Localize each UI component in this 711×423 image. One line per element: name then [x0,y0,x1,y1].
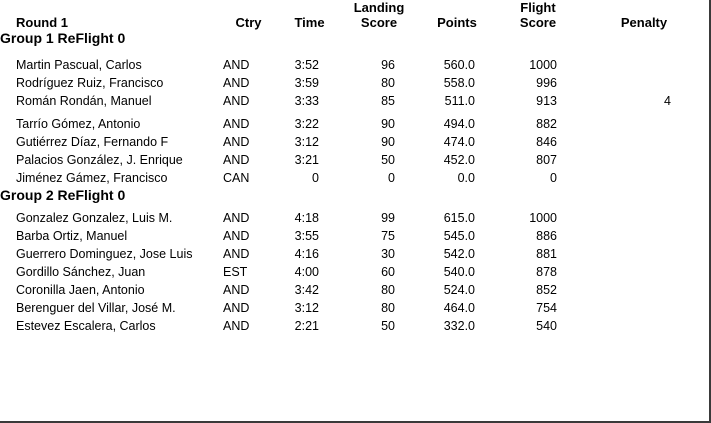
table-row[interactable] [0,209,709,227]
cell-penalty [579,263,709,281]
cell-ctry: AND [223,117,250,131]
cell-flight-score: 886 [536,229,557,243]
cell-flight-score: 754 [536,301,557,315]
cell-name: Palacios González, J. Enrique [16,153,183,167]
cell-name: Gutiérrez Díaz, Fernando F [16,135,169,149]
cell-flight-score: 540 [536,319,557,333]
cell-time: 0 [312,171,319,185]
table-row[interactable] [0,263,709,281]
cell-flight-score: 1000 [529,211,557,225]
cell-time: 3:55 [294,229,319,243]
table-row[interactable] [0,92,709,110]
table-row[interactable] [0,74,709,92]
cell-ctry: AND [223,211,250,225]
cell-penalty [579,227,709,245]
cell-time: 3:59 [294,76,319,90]
cell-time: 3:22 [294,117,319,131]
cell-name: Jiménez Gámez, Francisco [16,171,168,185]
cell-ctry: AND [223,301,250,315]
cell-landing-score: 75 [381,229,395,243]
header-ctry: Ctry [235,15,262,30]
cell-ctry: AND [223,94,250,108]
cell-landing-score: 85 [381,94,395,108]
cell-name: Tarrío Gómez, Antonio [16,117,141,131]
cell-flight-score: 996 [536,76,557,90]
cell-flight-score: 0 [550,171,557,185]
cell-name: Gonzalez Gonzalez, Luis M. [16,211,173,225]
cell-flight-score: 846 [536,135,557,149]
group-label: Group 2 ReFlight 0 [0,187,126,203]
cell-landing-score: 30 [381,247,395,261]
cell-penalty [579,245,709,263]
cell-flight-score: 881 [536,247,557,261]
cell-flight-score: 913 [536,94,557,108]
cell-flight-score: 1000 [529,58,557,72]
cell-flight-score: 807 [536,153,557,167]
cell-landing-score: 50 [381,153,395,167]
cell-name: Estevez Escalera, Carlos [16,319,156,333]
cell-penalty [579,169,709,187]
cell-ctry: AND [223,229,250,243]
cell-penalty [579,299,709,317]
cell-penalty [579,115,709,133]
group-title-row [0,30,709,47]
cell-penalty [579,133,709,151]
group-header-row [0,187,709,204]
cell-time: 3:33 [294,94,319,108]
header-penalty: Penalty [620,15,668,30]
table-row[interactable] [0,133,709,151]
table-row[interactable] [0,151,709,169]
cell-time: 3:52 [294,58,319,72]
cell-flight-score: 882 [536,117,557,131]
table-row[interactable] [0,245,709,263]
cell-flight-score: 852 [536,283,557,297]
column-header-row [0,0,709,30]
cell-name: Martin Pascual, Carlos [16,58,142,72]
table-row[interactable] [0,281,709,299]
cell-landing-score: 80 [381,76,395,90]
cell-penalty [579,281,709,299]
table-row[interactable] [0,227,709,245]
cell-name: Román Rondán, Manuel [16,94,152,108]
header-flight-line1: Flight [520,0,556,15]
table-row[interactable] [0,169,709,187]
table-row[interactable] [0,56,709,74]
cell-points: 494.0 [443,117,475,131]
cell-landing-score: 90 [381,117,395,131]
cell-flight-score: 878 [536,265,557,279]
cell-name: Guerrero Dominguez, Jose Luis [16,247,193,261]
cell-points: 545.0 [443,229,475,243]
cell-points: 560.0 [443,58,475,72]
cell-points: 474.0 [443,135,475,149]
cell-landing-score: 80 [381,283,395,297]
cell-name: Berenguer del Villar, José M. [16,301,176,315]
header-round-title: Round 1 [16,15,68,30]
cell-penalty [579,56,709,74]
cell-points: 524.0 [443,283,475,297]
cell-landing-score: 99 [381,211,395,225]
cell-penalty [579,74,709,92]
cell-points: 452.0 [443,153,475,167]
header-time: Time [294,15,325,30]
cell-time: 4:00 [294,265,319,279]
cell-points: 464.0 [443,301,475,315]
cell-points: 540.0 [443,265,475,279]
cell-penalty [579,317,709,335]
cell-ctry: AND [223,319,250,333]
cell-penalty [579,151,709,169]
cell-name: Rodríguez Ruiz, Francisco [16,76,164,90]
cell-name: Gordillo Sánchez, Juan [16,265,146,279]
group-1-label: Group 1 ReFlight 0 [0,30,126,46]
header-landing-score [341,0,417,30]
header-flight-line2: Score [519,15,557,30]
cell-penalty: 4 [664,94,671,108]
cell-landing-score: 96 [381,58,395,72]
cell-time: 3:42 [294,283,319,297]
table-row[interactable] [0,299,709,317]
cell-ctry: AND [223,135,250,149]
cell-points: 511.0 [444,94,475,108]
header-flight-score [497,0,579,30]
cell-points: 0.0 [457,171,475,185]
cell-ctry: AND [223,58,250,72]
cell-name: Barba Ortiz, Manuel [16,229,128,243]
cell-landing-score: 0 [388,171,395,185]
cell-landing-score: 50 [381,319,395,333]
cell-points: 542.0 [443,247,475,261]
table-row[interactable] [0,115,709,133]
cell-time: 3:12 [294,301,319,315]
cell-penalty [579,209,709,227]
cell-ctry: EST [223,265,248,279]
spacer [0,47,709,56]
header-landing-line2: Score [360,15,398,30]
cell-ctry: CAN [223,171,250,185]
cell-ctry: AND [223,283,250,297]
cell-landing-score: 90 [381,135,395,149]
cell-time: 3:21 [294,153,319,167]
cell-points: 615.0 [443,211,475,225]
cell-time: 4:16 [294,247,319,261]
cell-ctry: AND [223,247,250,261]
table-row[interactable] [0,317,709,335]
cell-ctry: AND [223,76,250,90]
cell-landing-score: 60 [381,265,395,279]
cell-points: 332.0 [443,319,475,333]
cell-landing-score: 80 [381,301,395,315]
header-points: Points [437,15,477,30]
cell-ctry: AND [223,153,250,167]
cell-time: 2:21 [294,319,319,333]
cell-time: 4:18 [294,211,319,225]
header-landing-line1: Landing [353,0,405,15]
cell-time: 3:12 [294,135,319,149]
cell-name: Coronilla Jaen, Antonio [16,283,145,297]
cell-points: 558.0 [443,76,475,90]
